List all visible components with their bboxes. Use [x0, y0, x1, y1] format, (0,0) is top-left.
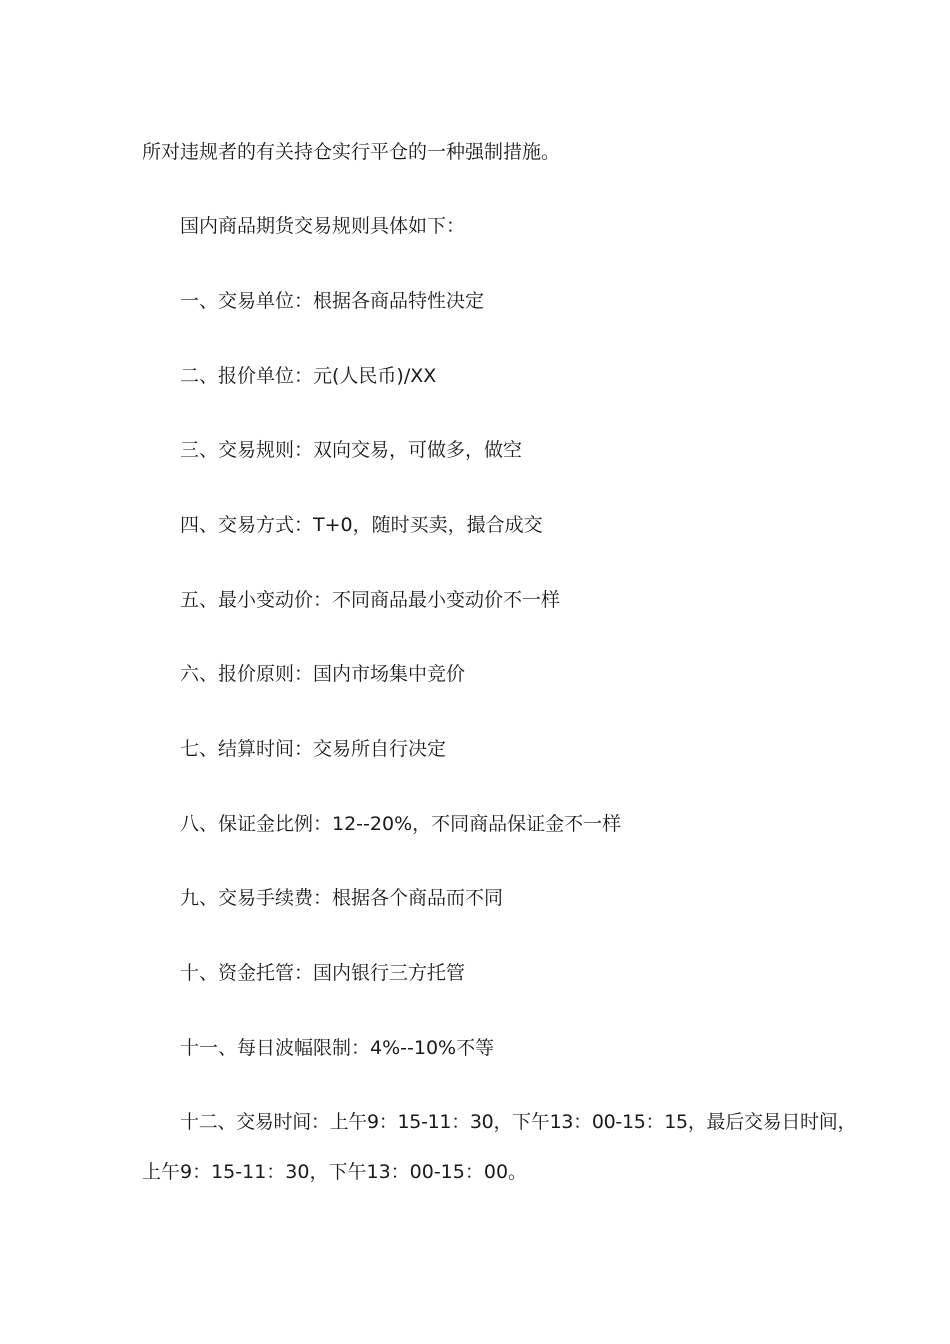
rule-item-11: 十一、每日波幅限制：4%--10%不等: [180, 1037, 495, 1059]
rule-item-9: 九、交易手续费：根据各个商品而不同: [180, 887, 504, 909]
rule-item-12: 十二、交易时间：上午9：15-11：30，下午13：00-15：15，最后交易日时间，: [180, 1111, 857, 1133]
paragraph-continuation: 所对违规者的有关持仓实行平仓的一种强制措施。: [142, 141, 561, 163]
rule-item-6: 六、报价原则：国内市场集中竞价: [180, 663, 466, 685]
rule-item-3: 三、交易规则：双向交易，可做多，做空: [180, 439, 523, 461]
rules-intro: 国内商品期货交易规则具体如下：: [180, 215, 466, 237]
rule-item-10: 十、资金托管：国内银行三方托管: [180, 962, 466, 984]
rule-item-4: 四、交易方式：T+0，随时买卖，撮合成交: [180, 514, 543, 536]
rule-item-8: 八、保证金比例：12--20%，不同商品保证金不一样: [180, 813, 622, 835]
rule-item-2: 二、报价单位：元(人民币)/XX: [180, 365, 437, 387]
rule-item-7: 七、结算时间：交易所自行决定: [180, 738, 447, 760]
rule-item-1: 一、交易单位：根据各商品特性决定: [180, 290, 485, 312]
rule-item-12-continuation: 上午9：15-11：30，下午13：00-15：00。: [142, 1161, 528, 1183]
rule-item-5: 五、最小变动价：不同商品最小变动价不一样: [180, 589, 561, 611]
